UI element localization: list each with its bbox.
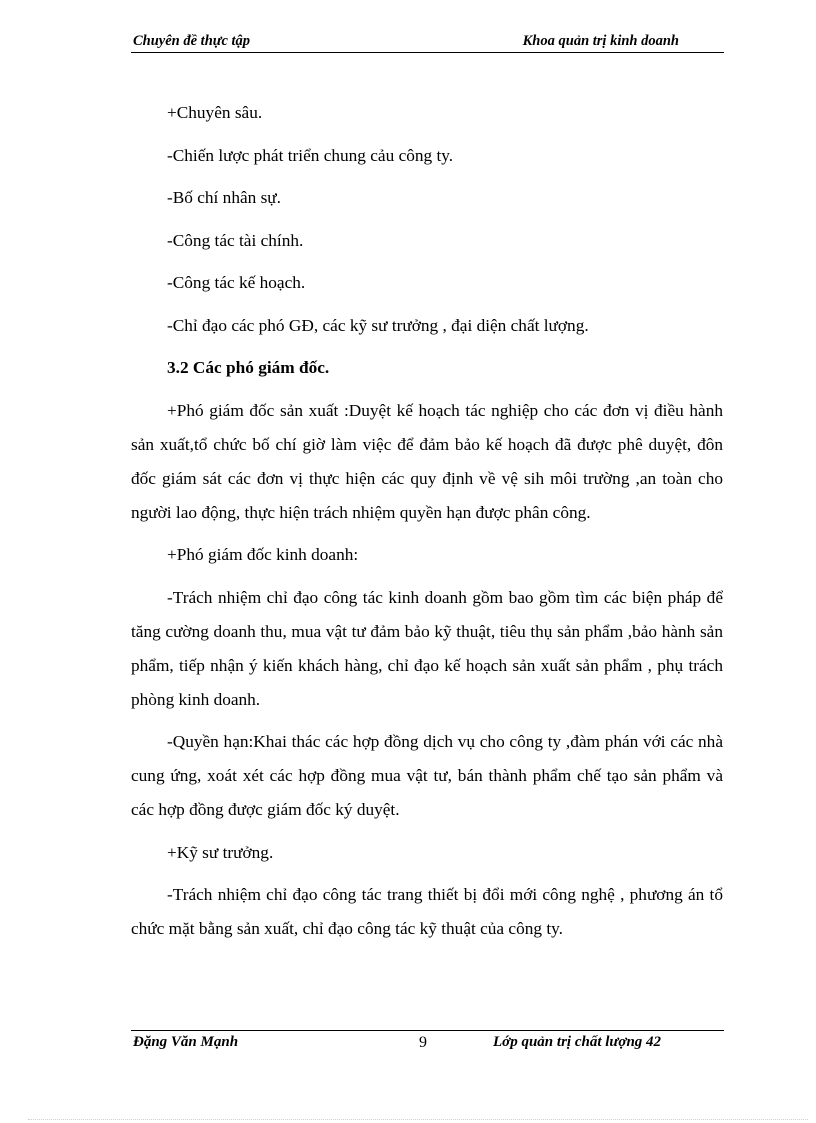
page-number: 9 — [419, 1034, 427, 1051]
paragraph: +Phó giám đốc kinh doanh: — [167, 545, 359, 564]
page-footer — [131, 1030, 724, 1059]
section-heading: 3.2 Các phó giám đốc. — [167, 358, 330, 377]
paragraph: -Trách nhiệm chỉ đạo công tác trang thiết bị đổi mới công nghệ , phương án tổ chức mặt bằng sản xuất, chỉ đạo công tác kỹ thuật của công ty. — [131, 885, 723, 938]
paragraph: +Kỹ sư trưởng. — [167, 842, 274, 862]
header-faculty: Khoa quản trị kinh doanh — [522, 33, 679, 49]
paragraph: +Phó giám đốc sản xuất :Duyệt kế hoạch tác nghiệp cho các đơn vị điều hành sản xuất,tổ chức bố chí giờ làm việc để đảm bảo kế hoạch đã được phê duyệt, đôn đốc giám sát các đơn vị thực hiện các quy định về vệ sih môi trường ,an toàn cho người lao động, thực hiện trách nhiệm quyền hạn được phân công. — [131, 400, 723, 522]
paragraph: -Chiến lược phát triển chung cảu công ty. — [167, 145, 454, 165]
page-header — [131, 32, 724, 53]
header-topic: Chuyên đề thực tập — [133, 33, 251, 49]
paragraph: -Bố chí nhân sự. — [167, 188, 281, 207]
page-edge-divider — [28, 1119, 808, 1120]
paragraph: -Trách nhiệm chỉ đạo công tác kinh doanh gồm bao gồm tìm các biện pháp để tăng cường doanh thu, mua vật tư đảm bảo kỹ thuật, tiêu thụ sản phẩm ,bảo hành sản phẩm, tiếp nhận ý kiến khách hàng, chỉ đạo kế hoạch sản xuất sản phẩm , phụ trách phòng kinh doanh. — [131, 587, 723, 709]
footer-class: Lớp quản trị chất lượng 42 — [493, 1034, 662, 1050]
document-body — [131, 96, 723, 955]
footer-author: Đặng Văn Mạnh — [133, 1034, 239, 1050]
paragraph: -Quyền hạn:Khai thác các hợp đồng dịch vụ cho công ty ,đàm phán với các nhà cung ứng, xoát xét các hợp đồng mua vật tư, bán thành phẩm chế tạo sản phẩm và các hợp đồng được giám đốc ký duyệt. — [131, 732, 723, 819]
paragraph: +Chuyên sâu. — [167, 103, 263, 122]
paragraph: -Công tác kế hoạch. — [167, 273, 306, 292]
paragraph: -Công tác tài chính. — [167, 230, 304, 250]
paragraph: -Chỉ đạo các phó GĐ, các kỹ sư trưởng , đại diện chất lượng. — [167, 315, 589, 335]
